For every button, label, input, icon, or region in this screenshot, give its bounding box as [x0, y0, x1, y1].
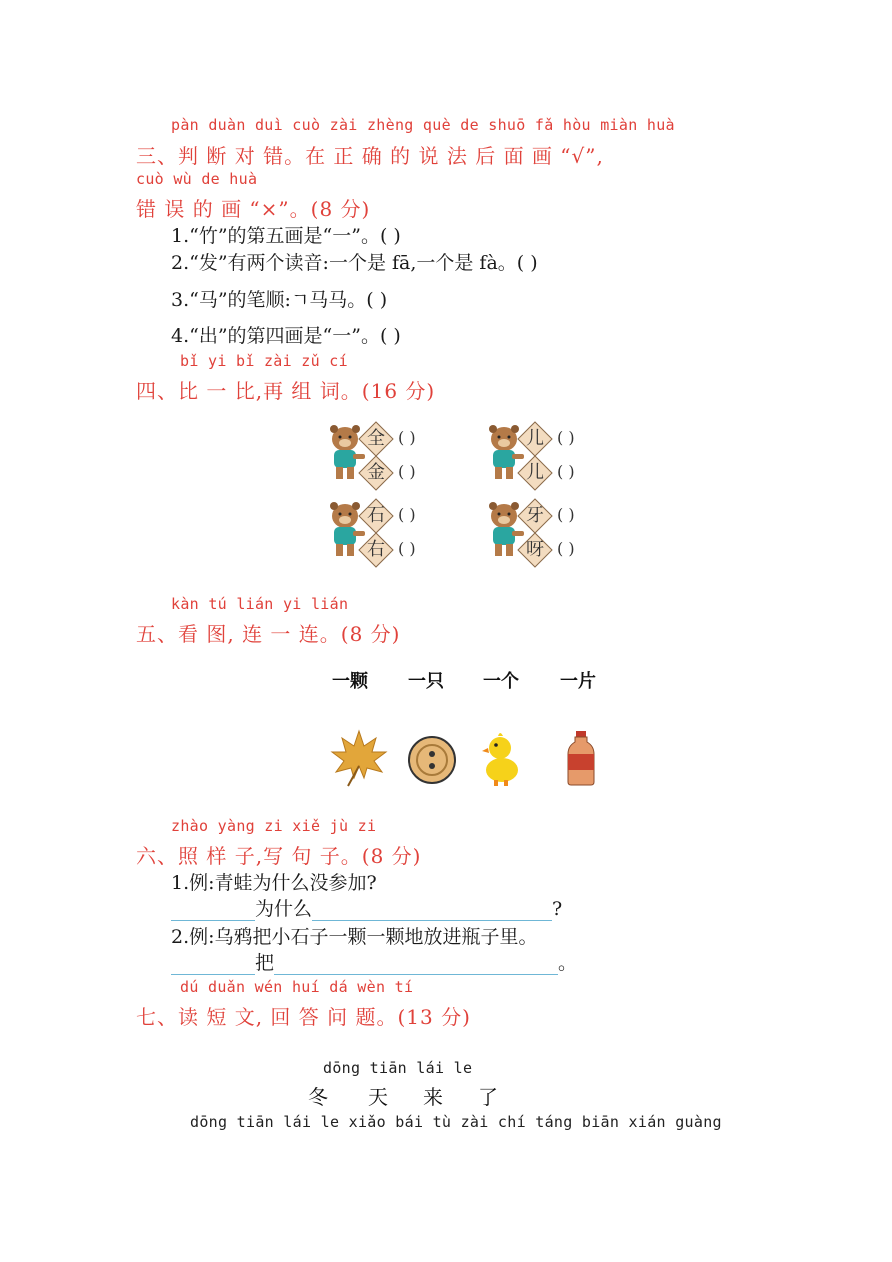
section6-pinyin: zhào yàng zi xiě jù zi [171, 817, 377, 835]
story-line-pinyin: dōng tiān lái le xiǎo bái tù zài chí táng biān xián guàng [190, 1113, 722, 1131]
question-4: 4.“出”的第四画是“一”。( ) [171, 325, 401, 347]
section3-pinyin-2: cuò wù de huà [136, 170, 258, 188]
example-1: 1.例:青蛙为什么没参加? [171, 872, 377, 894]
measure-word: 一只 [408, 671, 444, 692]
end-punct: ? [552, 898, 563, 920]
answer-paren: ( ) [398, 462, 416, 481]
char-diamond [358, 421, 394, 457]
char-label: 呀 [526, 539, 544, 560]
story-title-char: 冬 [308, 1085, 329, 1109]
fill-blank[interactable] [274, 952, 558, 975]
section3-title-line1: 三、判 断 对 错。在 正 确 的 说 法 后 面 画 “√”, [136, 144, 604, 168]
section3-pinyin-1: pàn duàn duì cuò zài zhèng què de shuō fǎ hòu miàn huà [171, 116, 675, 134]
section6-title: 六、照 样 子,写 句 子。(8 分) [136, 844, 422, 868]
question-2: 2.“发”有两个读音:一个是 fā,一个是 fà。( ) [171, 252, 538, 274]
answer-paren: ( ) [557, 505, 575, 524]
fill-blank[interactable] [312, 898, 552, 921]
char-diamond [517, 421, 553, 457]
char-diamond [358, 532, 394, 568]
fill-blank[interactable] [171, 952, 255, 975]
char-diamond [517, 532, 553, 568]
answer-paren: ( ) [398, 539, 416, 558]
measure-word: 一片 [560, 671, 596, 692]
section5-pinyin: kàn tú lián yi lián [171, 595, 349, 613]
story-title-char: 了 [478, 1085, 499, 1109]
story-title-char: 天 [368, 1085, 389, 1109]
char-label: 儿 [526, 462, 544, 483]
answer-line-1 [171, 894, 562, 921]
bottle-icon [566, 730, 596, 786]
button-icon [407, 735, 457, 785]
char-diamond [358, 498, 394, 534]
section3-title-line2: 错 误 的 画 “×”。(8 分) [136, 197, 371, 221]
answer-paren: ( ) [557, 428, 575, 447]
story-title-pinyin: dōng tiān lái le [323, 1059, 473, 1077]
answer-paren: ( ) [398, 505, 416, 524]
answer-paren: ( ) [398, 428, 416, 447]
question-3: 3.“马”的笔顺:ㄱ马马。( ) [171, 289, 388, 311]
char-diamond [517, 455, 553, 491]
keyword: 把 [255, 952, 275, 974]
end-punct: 。 [558, 952, 578, 974]
section5-title: 五、看 图, 连 一 连。(8 分) [136, 622, 401, 646]
maple-leaf-icon [328, 728, 390, 790]
question-1: 1.“竹”的第五画是“一”。( ) [171, 225, 401, 247]
section4-title: 四、比 一 比,再 组 词。(16 分) [136, 379, 436, 403]
keyword: 为什么 [255, 898, 313, 920]
section7-title: 七、读 短 文, 回 答 问 题。(13 分) [136, 1005, 471, 1029]
answer-paren: ( ) [557, 539, 575, 558]
char-label: 金 [367, 462, 385, 483]
char-label: 石 [367, 505, 385, 526]
fill-blank[interactable] [171, 898, 255, 921]
char-label: 儿 [526, 428, 544, 449]
char-diamond [358, 455, 394, 491]
char-label: 右 [367, 539, 385, 560]
char-diamond [517, 498, 553, 534]
section4-pinyin: bǐ yi bǐ zài zǔ cí [180, 352, 348, 370]
section7-pinyin: dú duǎn wén huí dá wèn tí [180, 978, 414, 996]
answer-paren: ( ) [557, 462, 575, 481]
story-title-char: 来 [423, 1085, 444, 1109]
answer-line-2 [171, 948, 577, 975]
duckling-icon [480, 730, 522, 788]
measure-word: 一颗 [332, 671, 368, 692]
char-label: 全 [367, 428, 385, 449]
measure-word: 一个 [483, 671, 519, 692]
char-label: 牙 [526, 505, 544, 526]
example-2: 2.例:乌鸦把小石子一颗一颗地放进瓶子里。 [171, 926, 538, 948]
